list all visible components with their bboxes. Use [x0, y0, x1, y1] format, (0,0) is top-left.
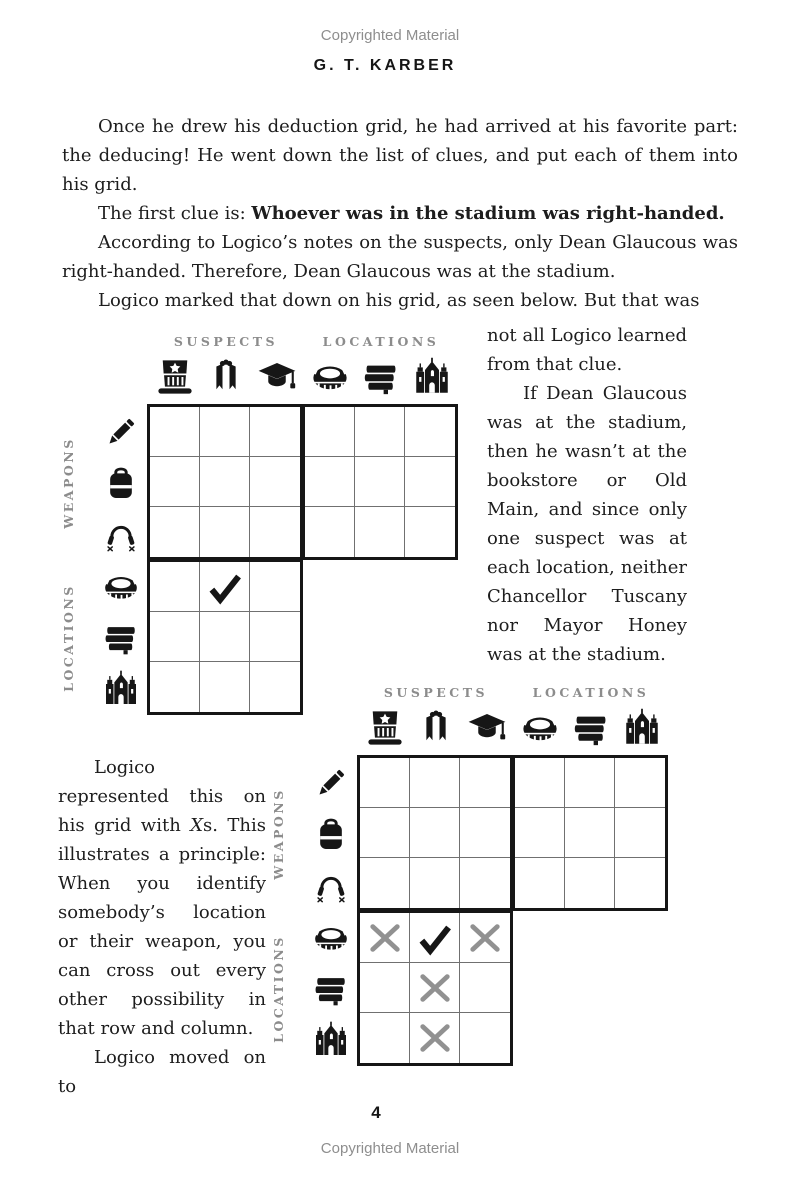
stadium-icon	[309, 356, 351, 398]
old-main-icon	[621, 707, 663, 749]
grid-cell	[360, 963, 410, 1013]
paragraph-intro: Once he drew his deduction grid, he had arrived at his favorite part: the deducing! He went down the list of clues, and put each of them into his grid.	[62, 116, 738, 195]
top-hat-icon	[154, 356, 196, 398]
bookstore-icon	[101, 618, 141, 658]
clue-prefix: The first clue is:	[98, 203, 252, 224]
grid-cell	[410, 808, 460, 858]
x-mark	[464, 917, 506, 959]
graduation-cap-icon	[256, 356, 298, 398]
grid-cell	[410, 758, 460, 808]
clue-bold-text: Whoever was in the stadium was right-handed.	[251, 203, 725, 224]
locations-label: LOCATIONS	[322, 334, 440, 349]
grid-cell	[515, 858, 565, 908]
check-mark	[204, 566, 246, 608]
paragraph-deduction: According to Logico’s notes on the suspects, only Dean Glaucous was right-handed. Therefore, Dean Glaucous was at the stadium.	[62, 232, 738, 282]
weapons-locations-block	[512, 755, 668, 911]
weapons-suspects-block	[147, 404, 303, 560]
grid-cell	[410, 963, 460, 1013]
suspects-label: SUSPECTS	[173, 334, 279, 349]
grid-cell	[200, 457, 250, 507]
grid-cell	[150, 562, 200, 612]
grid-cell	[360, 913, 410, 963]
scarf-icon	[205, 356, 247, 398]
grid-cell	[150, 457, 200, 507]
paragraph-clue	[62, 199, 738, 228]
grid-cell	[200, 612, 250, 662]
weapons-side-label: WEAPONS	[61, 437, 76, 529]
left-column-paragraph-2: Logico moved on to	[58, 1047, 266, 1097]
grid-cell	[250, 407, 300, 457]
pencil-icon	[101, 412, 141, 452]
x-mark	[364, 917, 406, 959]
weapons-side-label: WEAPONS	[271, 788, 286, 880]
locations-suspects-block	[147, 559, 303, 715]
grid-cell	[250, 662, 300, 712]
backpack-icon	[311, 814, 351, 854]
copyright-notice-bottom: Copyrighted Material	[320, 1140, 460, 1157]
grid-cell	[460, 758, 510, 808]
stadium-icon	[519, 707, 561, 749]
right-text-column	[487, 321, 687, 669]
grid-cell	[360, 758, 410, 808]
pencil-icon	[311, 763, 351, 803]
grid-cell	[150, 662, 200, 712]
backpack-icon	[101, 463, 141, 503]
grid-cell	[355, 507, 405, 557]
stadium-icon	[311, 918, 351, 958]
grid-cell	[355, 457, 405, 507]
grid-cell	[250, 612, 300, 662]
grid-cell	[360, 808, 410, 858]
grid-cell	[615, 808, 665, 858]
bookstore-icon	[360, 356, 402, 398]
locations-side-label: LOCATIONS	[61, 584, 76, 692]
stadium-icon	[101, 567, 141, 607]
left-text-column	[58, 753, 266, 1101]
italic-x: X	[190, 815, 204, 836]
grid-cell	[250, 562, 300, 612]
grid-cell	[410, 858, 460, 908]
grid-cell	[405, 457, 455, 507]
grid-cell	[405, 507, 455, 557]
suspects-label: SUSPECTS	[383, 685, 489, 700]
x-mark	[414, 1017, 456, 1059]
jump-rope-icon	[311, 865, 351, 905]
right-column-continuation: not all Logico learned from that clue.	[487, 325, 687, 375]
graduation-cap-icon	[466, 707, 508, 749]
grid-cell	[565, 858, 615, 908]
grid-cell	[200, 407, 250, 457]
copyright-notice-top: Copyrighted Material	[320, 27, 460, 44]
grid-cell	[250, 457, 300, 507]
grid-cell	[515, 758, 565, 808]
author-name: G. T. KARBER	[313, 57, 457, 74]
weapons-locations-block	[302, 404, 458, 560]
grid-cell	[305, 407, 355, 457]
grid-cell	[360, 858, 410, 908]
grid-cell	[200, 562, 250, 612]
grid-cell	[250, 507, 300, 557]
weapons-suspects-block	[357, 755, 513, 911]
locations-side-label: LOCATIONS	[271, 935, 286, 1043]
body-text	[62, 112, 738, 315]
grid-cell	[200, 507, 250, 557]
grid-cell	[150, 407, 200, 457]
top-hat-icon	[364, 707, 406, 749]
locations-suspects-block	[357, 910, 513, 1066]
grid-cell	[460, 913, 510, 963]
grid-cell	[615, 858, 665, 908]
grid-cell	[565, 758, 615, 808]
x-mark	[414, 967, 456, 1009]
grid-cell	[150, 507, 200, 557]
locations-label: LOCATIONS	[532, 685, 650, 700]
bookstore-icon	[311, 969, 351, 1009]
page-number: 4	[371, 1103, 381, 1122]
grid-cell	[355, 407, 405, 457]
grid-cell	[150, 612, 200, 662]
paragraph-marked: Logico marked that down on his grid, as seen below. But that was	[98, 290, 700, 311]
jump-rope-icon	[101, 514, 141, 554]
grid-cell	[360, 1013, 410, 1063]
grid-cell	[410, 1013, 460, 1063]
grid-cell	[305, 507, 355, 557]
scarf-icon	[415, 707, 457, 749]
grid-cell	[410, 913, 460, 963]
bookstore-icon	[570, 707, 612, 749]
check-mark	[414, 917, 456, 959]
old-main-icon	[101, 669, 141, 709]
left-column-paragraph: Logico represented this on his grid with Xs. This illustrates a principle: When you identify somebody’s location or their weapon, you can cross out every other possibility in that row and column.	[58, 757, 266, 1039]
grid-cell	[200, 662, 250, 712]
grid-cell	[515, 808, 565, 858]
grid-cell	[460, 808, 510, 858]
grid-cell	[405, 407, 455, 457]
right-column-paragraph: If Dean Glaucous was at the stadium, then he wasn’t at the bookstore or Old Main, and since only one suspect was at each location, neither Chancellor Tuscany nor Mayor Honey was at the stadium.	[487, 383, 687, 665]
grid-cell	[565, 808, 615, 858]
old-main-icon	[411, 356, 453, 398]
grid-cell	[615, 758, 665, 808]
grid-cell	[305, 457, 355, 507]
grid-cell	[460, 963, 510, 1013]
grid-cell	[460, 1013, 510, 1063]
old-main-icon	[311, 1020, 351, 1060]
grid-cell	[460, 858, 510, 908]
